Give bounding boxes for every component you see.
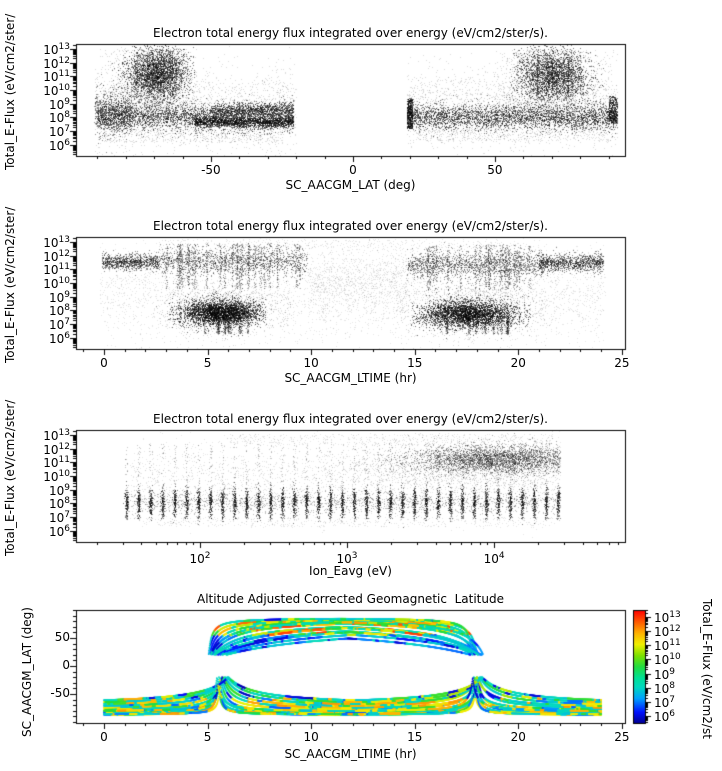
y-tick-label: $10^8$ bbox=[48, 110, 70, 125]
colorbar-tick-label: $10^6$ bbox=[654, 709, 676, 724]
panel4-xaxis-label: SC_AACGM_LTIME (hr) bbox=[284, 747, 417, 761]
panel2-xaxis-label: SC_AACGM_LTIME (hr) bbox=[284, 371, 417, 385]
colorbar-tick-label: $10^8$ bbox=[654, 681, 676, 696]
x-tick-label: 50 bbox=[487, 163, 503, 177]
y-tick-label: $10^{12}$ bbox=[43, 442, 70, 457]
x-tick-label: 10 bbox=[303, 730, 319, 744]
y-tick-label: $10^{13}$ bbox=[43, 428, 70, 443]
panel2-title: Electron total energy flux integrated over energy (eV/cm2/ster/s). bbox=[153, 219, 548, 233]
x-tick-label: 0 bbox=[100, 730, 108, 744]
y-tick-label: $10^{10}$ bbox=[43, 469, 70, 484]
panel1-title: Electron total energy flux integrated over energy (eV/cm2/ster/s). bbox=[153, 26, 548, 40]
x-tick-label: 5 bbox=[203, 730, 212, 744]
y-tick-label: $10^7$ bbox=[48, 317, 70, 332]
y-tick-label: 0 bbox=[62, 658, 70, 672]
panel4-title: Altitude Adjusted Corrected Geomagnetic Latitude bbox=[197, 592, 504, 606]
x-tick-label: 10 bbox=[303, 356, 319, 370]
y-tick-label: -50 bbox=[50, 686, 70, 700]
y-tick-label: $10^8$ bbox=[48, 303, 70, 318]
y-tick-label: $10^7$ bbox=[48, 510, 70, 525]
panel3-yaxis-label: Total_E-Flux (eV/cm2/ster/ bbox=[3, 399, 17, 556]
panel1-yaxis-label: Total_E-Flux (eV/cm2/ster/ bbox=[3, 13, 17, 170]
y-tick-label: $10^{13}$ bbox=[43, 42, 70, 57]
x-tick-label: 20 bbox=[510, 356, 526, 370]
panel2-yaxis-label: Total_E-Flux (eV/cm2/ster/ bbox=[3, 206, 17, 363]
x-tick-label: 25 bbox=[614, 730, 630, 744]
panel1-xaxis-label: SC_AACGM_LAT (deg) bbox=[285, 178, 416, 192]
y-tick-label: $10^9$ bbox=[48, 483, 70, 498]
x-tick-label: $10^3$ bbox=[336, 551, 358, 566]
y-tick-label: $10^{12}$ bbox=[43, 56, 70, 71]
colorbar-label: Total_E-Flux (eV/cm2/st bbox=[700, 599, 714, 739]
colorbar-tick-label: $10^7$ bbox=[654, 695, 676, 710]
x-tick-label: 20 bbox=[510, 730, 526, 744]
y-tick-label: $10^{12}$ bbox=[43, 249, 70, 264]
y-tick-label: $10^6$ bbox=[48, 524, 70, 539]
panel3-title: Electron total energy flux integrated over energy (eV/cm2/ster/s). bbox=[153, 412, 548, 426]
y-tick-label: $10^{10}$ bbox=[43, 83, 70, 98]
y-tick-label: $10^{11}$ bbox=[43, 455, 70, 470]
panel3-xaxis-label: Ion_Eavg (eV) bbox=[309, 564, 392, 578]
y-tick-label: $10^{13}$ bbox=[43, 235, 70, 250]
x-tick-label: $10^4$ bbox=[483, 551, 505, 566]
y-tick-label: $10^8$ bbox=[48, 496, 70, 511]
y-tick-label: $10^9$ bbox=[48, 97, 70, 112]
x-tick-label: 25 bbox=[614, 356, 630, 370]
y-tick-label: $10^9$ bbox=[48, 290, 70, 305]
y-tick-label: $10^7$ bbox=[48, 124, 70, 139]
colorbar-tick-label: $10^{13}$ bbox=[654, 610, 681, 625]
panel4-yaxis-label: SC_AACGM_LAT (deg) bbox=[20, 607, 34, 737]
x-tick-label: 0 bbox=[100, 356, 108, 370]
x-tick-label: 0 bbox=[349, 163, 357, 177]
colorbar-tick-label: $10^{10}$ bbox=[654, 652, 681, 667]
x-tick-label: $10^2$ bbox=[189, 551, 211, 566]
y-tick-label: $10^6$ bbox=[48, 331, 70, 346]
x-tick-label: -50 bbox=[201, 163, 221, 177]
colorbar-tick-label: $10^{12}$ bbox=[654, 624, 681, 639]
colorbar-tick-label: $10^{11}$ bbox=[654, 638, 681, 653]
x-tick-label: 15 bbox=[407, 356, 423, 370]
y-tick-label: $10^{11}$ bbox=[43, 69, 70, 84]
y-tick-label: $10^{11}$ bbox=[43, 262, 70, 277]
x-tick-label: 5 bbox=[203, 356, 212, 370]
y-tick-label: 50 bbox=[54, 630, 70, 644]
y-tick-label: $10^{10}$ bbox=[43, 276, 70, 291]
x-tick-label: 15 bbox=[407, 730, 423, 744]
colorbar-tick-label: $10^9$ bbox=[654, 667, 676, 682]
y-tick-label: $10^6$ bbox=[48, 138, 70, 153]
